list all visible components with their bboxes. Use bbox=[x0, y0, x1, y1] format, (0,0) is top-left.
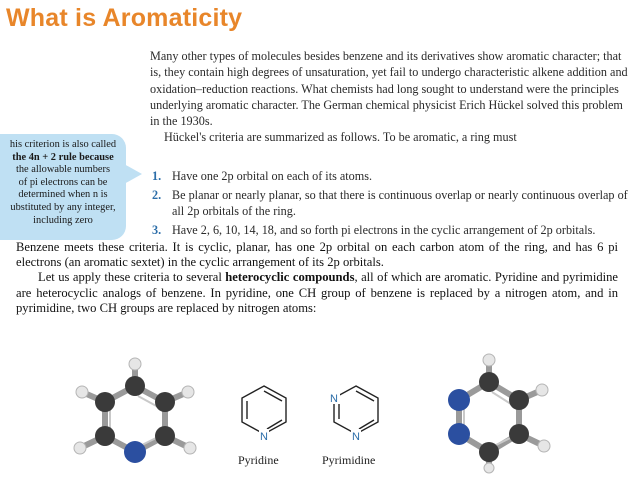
huckel-criteria-list bbox=[150, 168, 632, 241]
callout-line: the 4n + 2 rule because bbox=[12, 151, 114, 163]
pyridine-label: Pyridine bbox=[238, 453, 279, 467]
callout-pointer bbox=[124, 164, 142, 184]
nitrogen-label: N bbox=[352, 431, 360, 443]
callout-line: of pi electrons can be bbox=[18, 176, 108, 188]
pyridine-structure bbox=[232, 380, 296, 450]
callout-line: his criterion is also called bbox=[9, 139, 117, 150]
body-paragraph-2 bbox=[16, 270, 618, 316]
intro-text bbox=[150, 48, 630, 146]
pyridine-ball-stick-model bbox=[60, 352, 210, 474]
nitrogen-label: N bbox=[260, 431, 268, 443]
nitrogen-label: N bbox=[330, 393, 338, 405]
margin-callout bbox=[0, 134, 126, 240]
pyrimidine-structure bbox=[324, 380, 388, 450]
page-title: What is Aromaticity bbox=[6, 4, 243, 32]
pyrimidine-ball-stick-model bbox=[414, 352, 564, 474]
criterion-item bbox=[150, 222, 632, 238]
criterion-text: Have 2, 6, 10, 14, 18, and so forth pi electrons in the cyclic arrangement of 2p orbitals. bbox=[172, 223, 596, 237]
criterion-number: 3. bbox=[152, 223, 162, 237]
heterocyclic-term: heterocyclic compounds bbox=[225, 270, 355, 285]
intro-paragraph-2: Hückel's criteria are summarized as follows. To be aromatic, a ring must bbox=[164, 130, 517, 145]
body-text-run: , all of which are aromatic. Pyridine and pyrimidine are heterocyclic analogs of benzene. In pyridine, one CH group of benzene is replaced by a nitrogen atom, and in pyrimidine, two CH groups are replaced by nitrogen atoms: bbox=[16, 270, 618, 315]
callout-line: ubstituted by any integer, bbox=[10, 201, 116, 213]
criterion-item bbox=[150, 187, 632, 219]
criterion-item bbox=[150, 168, 632, 184]
criterion-text: Have one 2p orbital on each of its atoms. bbox=[172, 169, 373, 183]
criterion-text: Be planar or nearly planar, so that there is continuous overlap or nearly continuous overlap of all 2p orbitals of the ring. bbox=[172, 188, 628, 218]
body-text-run: Let us apply these criteria to several bbox=[38, 270, 226, 285]
criterion-number: 1. bbox=[152, 169, 162, 183]
callout-line: including zero bbox=[33, 214, 93, 226]
criterion-number: 2. bbox=[152, 188, 162, 202]
callout-line: the allowable numbers bbox=[15, 164, 111, 176]
intro-paragraph-1: Many other types of molecules besides benzene and its derivatives show aromatic character; that is, they contain high degrees of unsaturation, yet fail to undergo characteristic alkene addition and oxidation–reduction reactions. What chemists had long sought to understand were the principles underlying aromatic character. The German chemical physicist Erich Hückel solved this problem in the 1930s. bbox=[150, 49, 628, 129]
body-text bbox=[16, 240, 618, 316]
body-paragraph-1: Benzene meets these criteria. It is cyclic, planar, has one 2p orbital on each carbon atom of the ring, and has 6 pi electrons (an aromatic sextet) in the cyclic arrangement of its 2p orbitals. bbox=[16, 240, 618, 270]
callout-line: determined when n is bbox=[18, 189, 108, 201]
pyrimidine-label: Pyrimidine bbox=[322, 453, 376, 467]
